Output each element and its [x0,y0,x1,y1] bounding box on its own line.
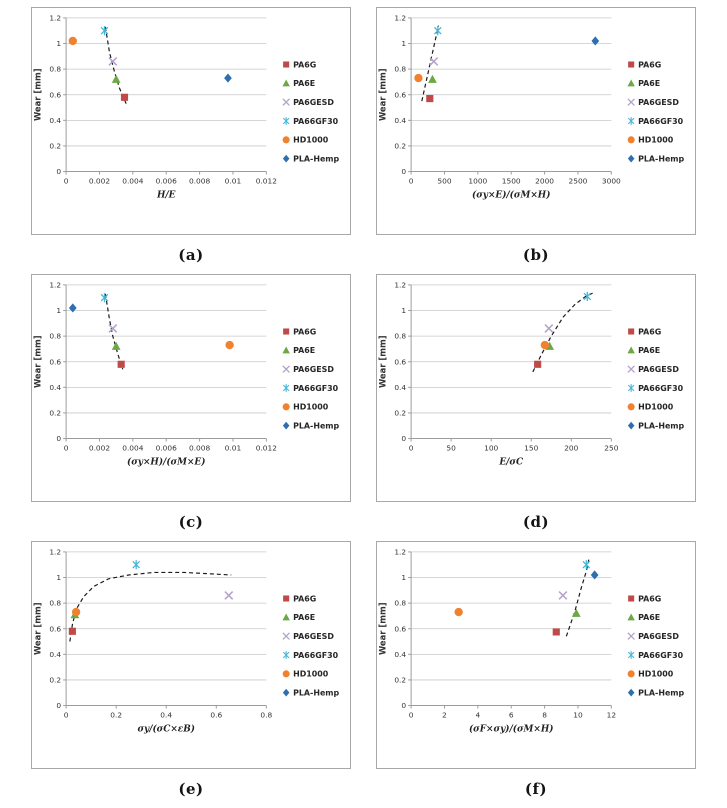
legend-marker-HD1000 [628,403,635,410]
x-tick-label: 0.012 [255,176,277,186]
point-HD1000 [541,341,549,349]
y-axis-label: Wear [mm] [32,335,43,389]
axes [377,547,616,734]
chart-e-svg [32,542,350,768]
x-tick-label: 0.002 [88,176,111,186]
legend-label-PA6E: PA6E [638,79,661,89]
legend-label-PA6G: PA6G [293,60,317,70]
legend-marker-PA6G [283,61,289,67]
legend-marker-PA6G [628,595,634,601]
axes [32,547,272,734]
x-tick-label: 3000 [601,176,621,186]
caption-c: (c) [178,513,204,531]
legend-label-PA6G: PA6G [638,60,662,70]
y-tick-label: 0.8 [394,64,407,74]
y-tick-label: 0.2 [49,408,62,418]
chart-c-svg [32,275,350,501]
legend-label-HD1000: HD1000 [293,402,329,412]
legend [627,60,684,163]
legend-marker-PA6GESD [283,633,290,640]
legend-marker-PA66GF30 [628,117,634,125]
x-axis-label: (σy×E)/(σM×H) [472,190,551,201]
x-tick-label: 6 [508,710,514,720]
legend-label-PA6G: PA6G [638,594,662,604]
legend-label-PA6G: PA6G [293,327,317,337]
y-tick-label: 1 [56,573,62,583]
legend-marker-PA66GF30 [628,384,634,392]
chart-a [31,7,351,235]
legend-label-PA6E: PA6E [293,346,316,356]
x-axis-label: E/σC [499,457,524,468]
y-tick-label: 0.6 [394,624,407,634]
y-tick-label: 0.4 [49,115,62,125]
y-tick-label: 0 [401,434,407,444]
legend-marker-PLA-Hemp [283,689,290,697]
legend [627,594,684,697]
point-PA6G [534,361,541,368]
chart-e [31,541,351,769]
trend-line [105,294,122,370]
y-tick-label: 0.2 [49,141,62,151]
legend-label-PLA-Hemp: PLA-Hemp [293,154,340,164]
data-points [414,26,599,102]
point-PA6GESD [109,325,117,333]
x-tick-label: 0 [408,176,414,186]
chart-f-svg [377,542,695,768]
x-tick-label: 0 [408,710,414,720]
point-PA6GESD [225,592,233,600]
y-axis-label: Wear [mm] [377,68,388,122]
legend-label-PA6GESD: PA6GESD [638,631,679,641]
point-PLA-Hemp [591,570,599,579]
legend [282,327,339,430]
x-tick-label: 0.4 [160,710,173,720]
x-tick-label: 0.008 [188,176,211,186]
chart-b [376,7,696,235]
point-PA6GESD [559,592,567,600]
legend-marker-HD1000 [628,670,635,677]
x-tick-label: 0.004 [122,176,144,186]
legend [627,327,684,430]
y-tick-label: 0 [56,701,62,711]
x-tick-label: 0 [408,443,414,453]
x-tick-label: 0 [63,443,69,453]
x-tick-label: 0 [63,710,69,720]
y-tick-label: 1 [401,306,407,316]
panel-e [31,541,351,808]
legend-label-PA6GESD: PA6GESD [638,97,679,107]
data-points [534,292,591,368]
axes [377,13,621,200]
y-tick-label: 0.2 [394,408,407,418]
legend-marker-PA6GESD [628,633,635,640]
y-tick-label: 0.8 [49,64,62,74]
legend-label-PA66GF30: PA66GF30 [293,650,339,660]
legend-label-PA6GESD: PA6GESD [293,631,334,641]
point-PLA-Hemp [69,303,77,312]
y-tick-label: 0.6 [49,624,62,634]
y-tick-label: 0.6 [394,90,407,100]
y-tick-label: 0.8 [394,331,407,341]
data-points [69,26,232,101]
x-tick-label: 1000 [468,176,488,186]
y-tick-label: 1.2 [49,280,62,290]
point-PA6G [121,94,128,101]
x-tick-label: 0 [63,176,69,186]
legend-marker-PA66GF30 [628,651,634,659]
legend-label-PA6E: PA6E [293,613,316,623]
x-tick-label: 0.6 [210,710,223,720]
caption-e: (e) [178,780,204,798]
point-PA66GF30 [101,26,108,35]
legend-marker-PA6E [627,346,634,353]
legend-label-PA6GESD: PA6GESD [293,97,334,107]
x-tick-label: 0.002 [88,443,111,453]
x-tick-label: 2 [442,710,447,720]
legend-label-PLA-Hemp: PLA-Hemp [638,421,685,431]
x-tick-label: 12 [606,710,617,720]
trend-line [70,572,231,641]
y-tick-label: 1 [56,39,62,49]
point-PA66GF30 [583,560,590,569]
gridlines [66,285,266,413]
y-tick-label: 0.8 [49,331,62,341]
chart-b-svg [377,8,695,234]
point-PA6G [118,361,125,368]
legend-label-PA66GF30: PA66GF30 [293,116,339,126]
x-tick-label: 4 [475,710,481,720]
y-tick-label: 1.2 [49,547,62,557]
x-tick-label: 0.006 [155,176,177,186]
y-tick-label: 0.8 [394,598,407,608]
x-tick-label: 10 [573,710,583,720]
legend-marker-PA6G [283,328,289,334]
legend-label-HD1000: HD1000 [293,135,329,145]
legend-marker-PLA-Hemp [628,689,635,697]
x-tick-label: 0.004 [122,443,144,453]
legend-marker-PA6E [282,79,289,86]
y-tick-label: 0.6 [49,357,62,367]
x-tick-label: 0.01 [224,176,242,186]
point-PA66GF30 [133,560,140,569]
legend-marker-HD1000 [283,670,290,677]
legend-label-PLA-Hemp: PLA-Hemp [638,154,685,164]
point-PA6GESD [430,58,438,66]
legend-marker-PLA-Hemp [628,155,635,163]
panel-b [376,7,696,274]
x-tick-label: 1500 [501,176,521,186]
legend-marker-HD1000 [283,403,290,410]
legend-label-PA6E: PA6E [293,79,316,89]
x-tick-label: 0.8 [260,710,273,720]
y-tick-label: 0.2 [49,675,62,685]
legend [282,594,339,697]
x-tick-label: 100 [484,443,499,453]
data-points [454,560,598,635]
axes [377,280,618,467]
y-tick-label: 0.2 [394,675,407,685]
chart-d-svg [377,275,695,501]
x-tick-label: 0.006 [155,443,177,453]
panel-d [376,274,696,541]
x-tick-label: 2500 [568,176,588,186]
legend-label-PA66GF30: PA66GF30 [638,650,684,660]
panel-c [31,274,351,541]
caption-a: (a) [178,246,204,264]
legend-label-PA66GF30: PA66GF30 [638,116,684,126]
y-tick-label: 0.6 [49,90,62,100]
x-axis-label: H/E [156,190,176,201]
chart-c [31,274,351,502]
legend-label-HD1000: HD1000 [638,402,674,412]
x-tick-label: 200 [564,443,579,453]
y-tick-label: 0.4 [49,382,62,392]
y-tick-label: 0 [401,167,407,177]
caption-f: (f) [524,780,548,798]
y-tick-label: 1.2 [394,280,407,290]
y-tick-label: 0.4 [49,649,62,659]
panel-f [376,541,696,808]
legend-marker-PA6E [627,79,634,86]
y-axis-label: Wear [mm] [377,602,388,656]
point-HD1000 [454,608,462,616]
legend-label-PA66GF30: PA66GF30 [638,383,684,393]
legend-marker-PLA-Hemp [283,422,290,430]
legend-label-PA6G: PA6G [293,594,317,604]
legend-marker-PA6G [628,328,634,334]
point-PLA-Hemp [591,36,599,45]
y-axis-label: Wear [mm] [377,335,388,389]
legend-marker-PLA-Hemp [283,155,290,163]
x-tick-label: 0.012 [255,443,277,453]
y-tick-label: 1.2 [49,13,62,23]
point-PA6E [572,609,581,617]
x-axis-label: (σy×H)/(σM×E) [127,457,206,468]
legend-label-PA6G: PA6G [638,327,662,337]
panel-a [31,7,351,274]
legend [282,60,339,163]
point-HD1000 [414,74,422,82]
y-axis-label: Wear [mm] [32,68,43,122]
point-PA66GF30 [101,293,108,302]
x-tick-label: 0.008 [188,443,211,453]
y-tick-label: 1 [401,39,407,49]
figure-grid [0,7,727,808]
x-tick-label: 8 [542,710,547,720]
y-tick-label: 0 [56,167,62,177]
x-tick-label: 150 [524,443,539,453]
point-HD1000 [225,341,233,349]
legend-label-PLA-Hemp: PLA-Hemp [293,688,340,698]
legend-marker-PA6GESD [283,366,290,373]
y-tick-label: 1.2 [394,547,407,557]
legend-label-PLA-Hemp: PLA-Hemp [638,688,685,698]
x-axis-label: (σF×σy)/(σM×H) [468,724,554,735]
trend-line [533,293,594,372]
x-axis-label: σy/(σC×εB) [137,724,195,735]
data-points [69,293,234,368]
legend-label-PA6GESD: PA6GESD [638,364,679,374]
data-points [69,560,233,635]
gridlines [411,18,611,146]
point-PA6E [112,75,121,83]
legend-label-PA6E: PA6E [638,613,661,623]
legend-marker-PLA-Hemp [628,422,635,430]
y-tick-label: 0.4 [394,115,407,125]
gridlines [66,18,266,146]
caption-b: (b) [522,246,550,264]
y-tick-label: 1.2 [394,13,407,23]
legend-marker-HD1000 [628,136,635,143]
legend-label-HD1000: HD1000 [638,669,674,679]
legend-label-HD1000: HD1000 [293,669,329,679]
legend-label-PA6GESD: PA6GESD [293,364,334,374]
point-PA6G [69,628,76,635]
point-PLA-Hemp [224,74,232,83]
point-HD1000 [72,608,80,616]
caption-d: (d) [522,513,550,531]
gridlines [411,285,611,413]
legend-label-HD1000: HD1000 [638,135,674,145]
y-tick-label: 0.4 [394,649,407,659]
x-tick-label: 0.01 [224,443,242,453]
gridlines [66,552,266,680]
y-tick-label: 1 [401,573,407,583]
point-HD1000 [69,37,77,45]
legend-marker-PA66GF30 [283,651,289,659]
legend-marker-PA66GF30 [283,384,289,392]
legend-marker-PA6G [283,595,289,601]
gridlines [411,552,611,680]
x-tick-label: 0.2 [110,710,123,720]
legend-marker-PA6E [627,613,634,620]
point-PA6E [428,75,437,83]
chart-a-svg [32,8,350,234]
legend-label-PA6E: PA6E [638,346,661,356]
trend-line [566,560,589,637]
y-tick-label: 0 [56,434,62,444]
y-axis-label: Wear [mm] [32,602,43,656]
legend-marker-PA66GF30 [283,117,289,125]
y-tick-label: 0.4 [394,382,407,392]
legend-label-PA66GF30: PA66GF30 [293,383,339,393]
legend-marker-PA6E [282,346,289,353]
legend-marker-PA6G [628,61,634,67]
y-tick-label: 0.6 [394,357,407,367]
point-PA6G [553,628,560,635]
legend-marker-PA6GESD [628,99,635,106]
axes [32,280,277,467]
legend-marker-PA6GESD [283,99,290,106]
legend-label-PLA-Hemp: PLA-Hemp [293,421,340,431]
y-tick-label: 0.8 [49,598,62,608]
point-PA6G [426,95,433,102]
point-PA6GESD [545,325,553,333]
x-tick-label: 250 [604,443,619,453]
chart-d [376,274,696,502]
legend-marker-PA6GESD [628,366,635,373]
chart-f [376,541,696,769]
y-tick-label: 1 [56,306,62,316]
point-PA6E [112,342,121,350]
legend-marker-PA6E [282,613,289,620]
y-tick-label: 0 [401,701,407,711]
x-tick-label: 2000 [535,176,555,186]
x-tick-label: 50 [446,443,456,453]
point-PA66GF30 [434,26,441,35]
legend-marker-HD1000 [283,136,290,143]
x-tick-label: 500 [437,176,452,186]
y-tick-label: 0.2 [394,141,407,151]
